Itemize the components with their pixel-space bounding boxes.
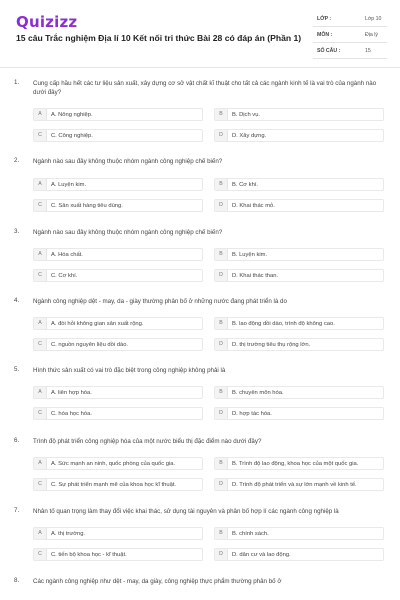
meta-key: LỚP :: [317, 16, 332, 22]
option-text: B. Dịch vụ.: [232, 111, 261, 118]
option-text: C. Công nghiệp.: [51, 132, 93, 139]
option-text: A. đòi hỏi không gian sản xuất rộng.: [51, 320, 144, 327]
option-d[interactable]: [214, 129, 384, 142]
option-letter: A: [34, 109, 47, 120]
option-text: B. Trình độ lao động, khoa học của một quốc gia.: [232, 460, 359, 467]
question-number: 8.: [14, 577, 20, 584]
option-text: A. Hóa chất.: [51, 251, 83, 258]
option-a[interactable]: [33, 457, 203, 470]
option-c[interactable]: [33, 548, 203, 561]
option-text: C. Cơ khí.: [51, 272, 78, 279]
meta-row-count: [313, 44, 387, 59]
option-letter: B: [215, 528, 228, 539]
option-letter: B: [215, 249, 228, 260]
question-number: 4.: [14, 297, 20, 304]
option-letter: A: [34, 528, 47, 539]
option-letter: B: [215, 179, 228, 190]
option-b[interactable]: [214, 317, 384, 330]
option-text: A. Luyện kim.: [51, 181, 87, 188]
option-text: D. dân cư và lao động.: [232, 551, 291, 558]
option-letter: A: [34, 249, 47, 260]
question-text: Ngành công nghiệp dệt - may, da - giày thường phân bố ở những nước đang phát triển là do: [33, 298, 287, 305]
option-letter: C: [34, 270, 47, 281]
option-c[interactable]: [33, 407, 203, 420]
meta-row-grade: [313, 12, 387, 27]
option-b[interactable]: [214, 108, 384, 121]
option-text: B. Luyện kim.: [232, 251, 268, 258]
option-letter: D: [215, 270, 228, 281]
option-text: C. hóa học hóa.: [51, 410, 92, 417]
option-text: A. Sức mạnh an ninh, quốc phòng của quốc gia.: [51, 460, 176, 467]
option-a[interactable]: [33, 527, 203, 540]
option-letter: D: [215, 479, 228, 490]
option-text: C. nguồn nguyên liệu dồi dào.: [51, 341, 129, 348]
option-letter: A: [34, 179, 47, 190]
page-title: 15 câu Trắc nghiệm Địa lí 10 Kết nối tri thức Bài 28 có đáp án (Phần 1): [16, 33, 302, 43]
option-letter: C: [34, 339, 47, 350]
option-a[interactable]: [33, 317, 203, 330]
question-number: 3.: [14, 228, 20, 235]
option-b[interactable]: [214, 248, 384, 261]
option-letter: D: [215, 200, 228, 211]
option-b[interactable]: [214, 178, 384, 191]
option-a[interactable]: [33, 108, 203, 121]
question-number: 5.: [14, 366, 20, 373]
option-b[interactable]: [214, 386, 384, 399]
quizizz-logo: Quizizz: [16, 13, 78, 31]
option-text: D. Khai thác mỏ.: [232, 202, 275, 209]
option-text: D. Xây dựng.: [232, 132, 267, 139]
option-letter: D: [215, 130, 228, 141]
meta-key: MÔN :: [317, 32, 333, 38]
question-text: Trình độ phát triển công nghiệp hóa của một nước biểu thị đặc điểm nào dưới đây?: [33, 438, 262, 445]
option-text: C. Sự phát triển mạnh mẽ của khoa học kĩ thuật.: [51, 481, 177, 488]
option-c[interactable]: [33, 269, 203, 282]
option-letter: B: [215, 387, 228, 398]
option-letter: C: [34, 479, 47, 490]
option-letter: C: [34, 200, 47, 211]
option-letter: B: [215, 109, 228, 120]
question-text: Ngành nào sau đây không thuộc nhóm ngành công nghiệp chế biến?: [33, 158, 223, 165]
question-text: Ngành nào sau đây không thuộc nhóm ngành công nghiệp chế biến?: [33, 229, 223, 236]
question-text: Cung cấp hầu hết các tư liệu sản xuất, xây dựng cơ sở vật chất kĩ thuật cho tất cả các ngành kinh tế là vai trò của ngành nào dưới đây?: [33, 80, 377, 96]
question-number: 1.: [14, 79, 20, 86]
question-text: Hình thức sản xuất có vai trò đặc biệt trong công nghiệp không phải là: [33, 367, 226, 374]
option-c[interactable]: [33, 478, 203, 491]
page-header: [0, 0, 400, 62]
meta-key: SỐ CÂU :: [317, 48, 341, 54]
option-text: B. lao động dồi dào, trình độ không cao.: [232, 320, 335, 327]
option-c[interactable]: [33, 338, 203, 351]
option-letter: C: [34, 130, 47, 141]
option-text: A. thị trường.: [51, 530, 86, 537]
option-letter: C: [34, 408, 47, 419]
option-d[interactable]: [214, 199, 384, 212]
option-b[interactable]: [214, 527, 384, 540]
option-d[interactable]: [214, 407, 384, 420]
header-divider: [0, 67, 400, 68]
option-letter: D: [215, 549, 228, 560]
option-text: C. tiến bộ khoa học - kĩ thuật.: [51, 551, 127, 558]
option-d[interactable]: [214, 478, 384, 491]
option-letter: B: [215, 458, 228, 469]
option-letter: D: [215, 339, 228, 350]
meta-value: Địa lý: [365, 32, 378, 38]
option-text: A. liên hợp hóa.: [51, 389, 92, 396]
option-text: B. chính sách.: [232, 530, 269, 537]
option-d[interactable]: [214, 338, 384, 351]
option-letter: D: [215, 408, 228, 419]
question-text: Nhân tố quan trọng làm thay đổi việc khai thác, sử dụng tài nguyên và phân bố hợp lí các ngành công nghiệp là: [33, 508, 339, 515]
option-letter: A: [34, 318, 47, 329]
option-text: B. chuyên môn hóa.: [232, 389, 284, 396]
option-d[interactable]: [214, 269, 384, 282]
option-letter: A: [34, 387, 47, 398]
meta-value: Lớp 10: [365, 16, 382, 22]
option-a[interactable]: [33, 178, 203, 191]
option-text: D. Trình độ phát triển và sự lớn mạnh về kinh tế.: [232, 481, 357, 488]
option-text: D. hợp tác hóa.: [232, 410, 272, 417]
question-number: 7.: [14, 507, 20, 514]
option-text: D. Khai thác than.: [232, 272, 279, 279]
option-text: D. thị trường tiêu thụ rộng lớn.: [232, 341, 311, 348]
option-text: B. Cơ khí.: [232, 181, 259, 188]
option-c[interactable]: [33, 129, 203, 142]
option-letter: C: [34, 549, 47, 560]
option-b[interactable]: [214, 457, 384, 470]
option-text: A. Nông nghiệp.: [51, 111, 93, 118]
meta-value: 15: [365, 48, 371, 54]
question-text: Các ngành công nghiệp như dệt - may, da giày, công nghiệp thực phẩm thường phân bố ở: [33, 578, 282, 585]
option-c[interactable]: [33, 199, 203, 212]
meta-panel: [313, 12, 387, 60]
question-number: 2.: [14, 157, 20, 164]
option-d[interactable]: [214, 548, 384, 561]
option-a[interactable]: [33, 248, 203, 261]
option-letter: A: [34, 458, 47, 469]
option-text: C. Sản xuất hàng tiêu dùng.: [51, 202, 123, 209]
option-letter: B: [215, 318, 228, 329]
option-a[interactable]: [33, 386, 203, 399]
question-number: 6.: [14, 437, 20, 444]
meta-row-subject: [313, 28, 387, 43]
